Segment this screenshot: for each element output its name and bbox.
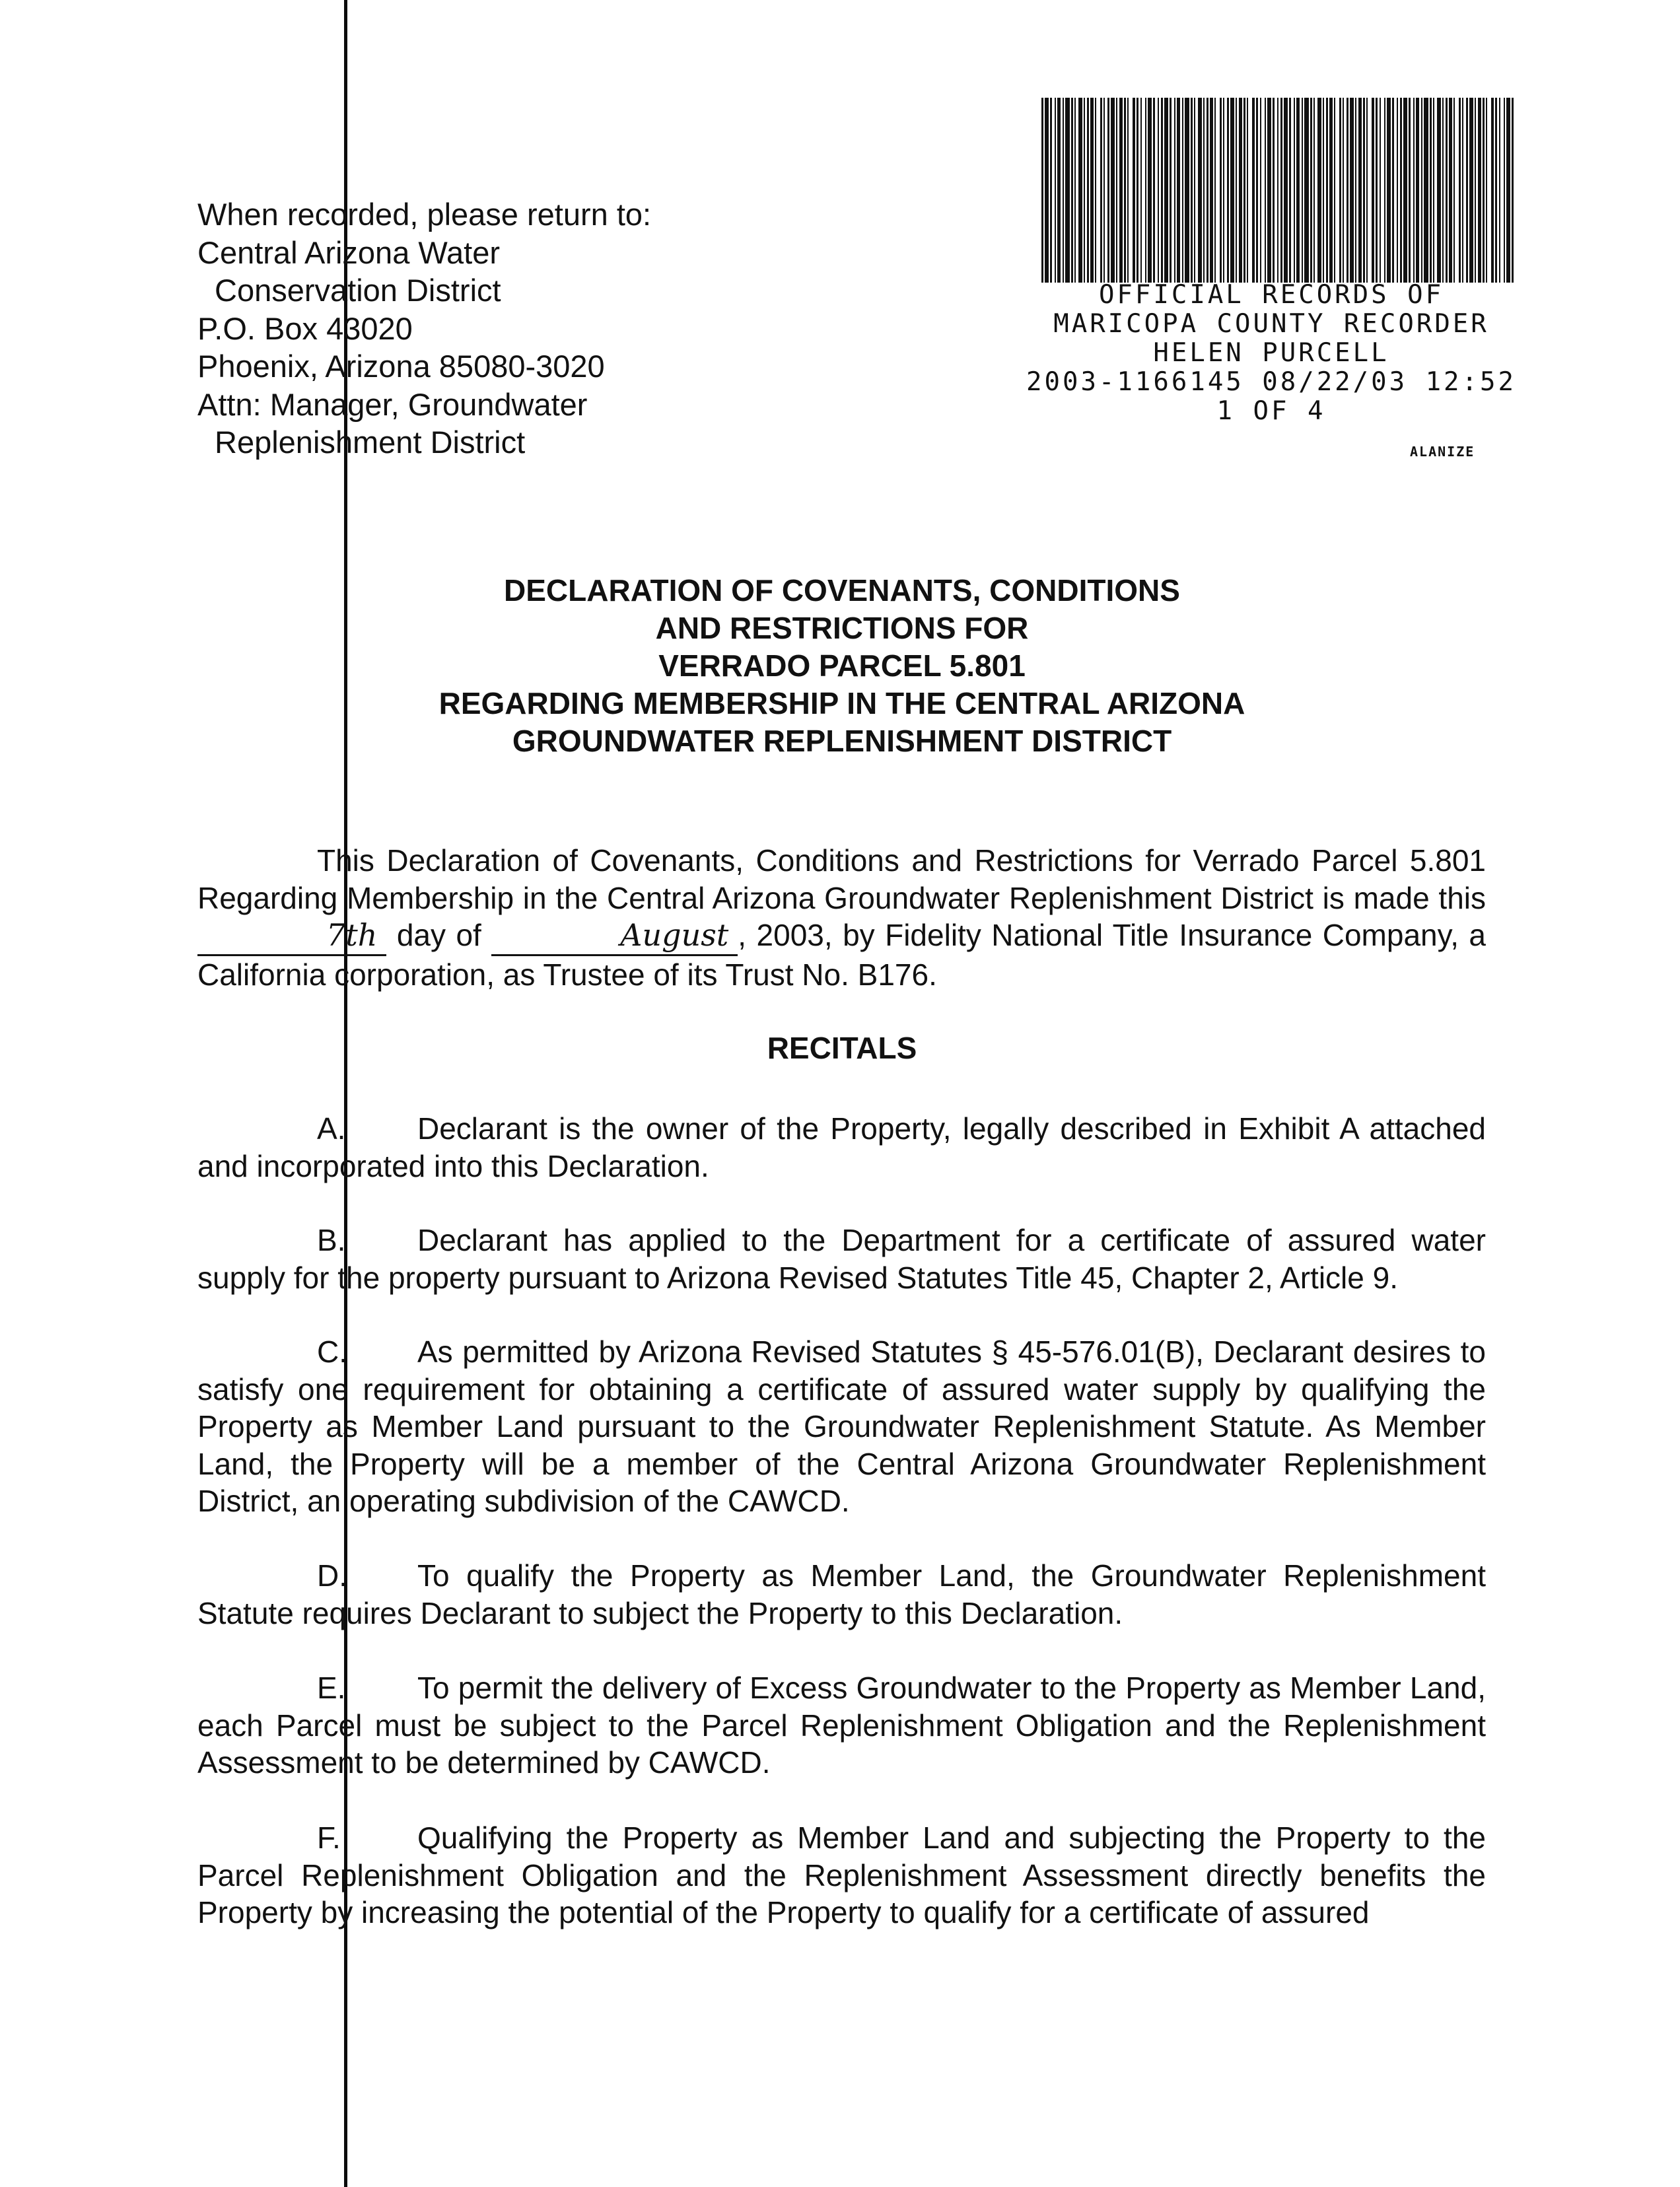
barcode-bar [1416, 98, 1419, 283]
barcode-bar [1350, 98, 1354, 283]
barcode-bar [1397, 98, 1398, 283]
recital-f [197, 1819, 1486, 1931]
intro-day-of: day of [396, 918, 481, 952]
recital-text: As permitted by Arizona Revised Statutes § 45-576.01(B), Declarant desires to satisfy one requirement for obtaining a certificate of assured water supply by qualifying the Property as Member Land pursuant to the Groundwater Replenishment Statute. As Member Land, the Property will be a member of the Central Arizona Groundwater Replenishment District, an operating subdivision of the CAWCD. [197, 1335, 1486, 1518]
handwritten-day: 7th [197, 917, 386, 956]
barcode-bar [1313, 98, 1315, 283]
barcode-bar [1304, 98, 1309, 283]
barcode-bar [1409, 98, 1411, 283]
barcode-bar [1133, 98, 1135, 283]
barcode-bar [1363, 98, 1365, 283]
barcode-bar [1182, 98, 1183, 283]
return-line: Conservation District [215, 273, 501, 308]
recital-b [197, 1222, 1486, 1296]
barcode-bar [1512, 98, 1514, 283]
document-title [198, 572, 1486, 760]
return-address-block [197, 195, 726, 462]
barcode-bar [1329, 98, 1333, 283]
barcode-bar [1486, 98, 1487, 283]
barcode-bar [1090, 98, 1094, 283]
barcode-bar [1273, 98, 1275, 283]
title-line: GROUNDWATER REPLENISHMENT DISTRICT [512, 724, 1172, 758]
barcode-bar [1343, 98, 1344, 283]
barcode-bar [1227, 98, 1229, 283]
barcode-bar [1366, 98, 1368, 283]
barcode-bar [1449, 98, 1452, 283]
recital-label: E. [317, 1671, 346, 1705]
barcode-bar [1078, 98, 1082, 283]
barcode-bar [1137, 98, 1138, 283]
stamp-clerk: ALANIZE [1410, 444, 1475, 460]
stamp-line: MARICOPA COUNTY RECORDER [1053, 309, 1489, 339]
barcode-bar [1174, 98, 1175, 283]
barcode-bar [1323, 98, 1324, 283]
barcode-bar [1071, 98, 1073, 283]
barcode-bar [1111, 98, 1115, 283]
barcode-bar [1376, 98, 1378, 283]
recitals-heading: RECITALS [767, 1031, 917, 1065]
barcode-bar [1203, 98, 1205, 283]
barcode-bar [1339, 98, 1341, 283]
barcode-bar [1355, 98, 1356, 283]
barcode-bar [1442, 98, 1444, 283]
recital-text: Qualifying the Property as Member Land and subjecting the Property to the Parcel Replenishment Obligation and the Replenishment Assessment directly benefits the Property by increasing the potential of the Property to qualify for a certificate of assured [197, 1821, 1486, 1929]
return-line: When recorded, please return to: [197, 197, 652, 232]
barcode-bar [1358, 98, 1362, 283]
barcode-bar [1158, 98, 1159, 283]
barcode-bar [1466, 98, 1468, 283]
barcode-bar [1191, 98, 1193, 283]
barcode-bar [1302, 98, 1303, 283]
barcode-bar [1289, 98, 1291, 283]
title-line: VERRADO PARCEL 5.801 [658, 648, 1026, 683]
barcode-bar [1252, 98, 1255, 283]
recorder-stamp [991, 281, 1552, 426]
barcode-bar [1198, 98, 1202, 283]
barcode-bar [1045, 98, 1049, 283]
barcode-bar [1491, 98, 1494, 283]
barcode-bar [1433, 98, 1434, 283]
barcode-bar [1504, 98, 1505, 283]
recital-label: D. [317, 1558, 347, 1593]
recital-a [197, 1110, 1486, 1185]
title-line: REGARDING MEMBERSHIP IN THE CENTRAL ARIZONA [438, 686, 1245, 720]
recital-c [197, 1333, 1486, 1520]
barcode-bar [1194, 98, 1195, 283]
barcode-bar [1317, 98, 1321, 283]
barcode-bar [1084, 98, 1085, 283]
barcode-bar [1107, 98, 1109, 283]
barcode-bar [1127, 98, 1129, 283]
return-line: Attn: Manager, Groundwater [197, 386, 588, 422]
barcode-bar [1247, 98, 1248, 283]
barcode-bar [1230, 98, 1234, 283]
barcode-bar [1372, 98, 1374, 283]
barcode-bar [1469, 98, 1473, 283]
recital-d [197, 1557, 1486, 1632]
barcode-bar [1483, 98, 1485, 283]
intro-paragraph [197, 842, 1486, 993]
barcode-bar [1478, 98, 1481, 283]
barcode-bar [1145, 98, 1146, 283]
barcode-bar [1326, 98, 1328, 283]
barcode-bar [1063, 98, 1064, 283]
barcode-bar [1256, 98, 1258, 283]
barcode-bar [1462, 98, 1463, 283]
recital-text: Declarant is the owner of the Property, legally described in Exhibit A attached and incorporated into this Declaration. [197, 1111, 1486, 1183]
barcode-bar [1177, 98, 1180, 283]
barcode-bar [1236, 98, 1237, 283]
barcode-bar [1495, 98, 1497, 283]
barcode-bar [1243, 98, 1245, 283]
barcode-bar [1220, 98, 1222, 283]
stamp-line: OFFICIAL RECORDS OF [1098, 280, 1444, 310]
barcode-bar [1065, 98, 1070, 283]
barcode-bar [1041, 98, 1043, 283]
recital-label: B. [317, 1223, 346, 1257]
barcode-bar [1384, 98, 1385, 283]
barcode-bar [1392, 98, 1394, 283]
barcode-bar [1153, 98, 1155, 283]
barcode-bar [1506, 98, 1510, 283]
barcode-bar [1239, 98, 1242, 283]
barcode-bar [1284, 98, 1288, 283]
title-line: AND RESTRICTIONS FOR [655, 611, 1029, 645]
stamp-line: 2003-1166145 08/22/03 12:52 [1026, 367, 1516, 397]
recital-text: To qualify the Property as Member Land, the Groundwater Replenishment Statute requires Declarant to subject the Property to this Declaration. [197, 1558, 1486, 1630]
handwritten-month: August [491, 917, 738, 956]
barcode-bar [1403, 98, 1407, 283]
barcode-bar [1347, 98, 1348, 283]
recital-label: A. [317, 1111, 346, 1146]
barcode-bar [1334, 98, 1335, 283]
barcode-bar [1148, 98, 1152, 283]
barcode-bar [1087, 98, 1089, 283]
recital-e [197, 1669, 1486, 1782]
barcode-bar [1100, 98, 1102, 283]
stamp-line: HELEN PURCELL [1153, 338, 1389, 368]
return-line: Central Arizona Water [197, 234, 500, 270]
barcode-bar [1119, 98, 1123, 283]
barcode-bar [1170, 98, 1172, 283]
barcode-bar [1210, 98, 1213, 283]
return-line: P.O. Box 43020 [197, 310, 413, 346]
barcode-bar [1214, 98, 1216, 283]
return-line: Replenishment District [215, 425, 526, 460]
barcode-bar [1424, 98, 1428, 283]
barcode-bar [1055, 98, 1056, 283]
return-line: Phoenix, Arizona 85080-3020 [197, 349, 605, 384]
recital-text: To permit the delivery of Excess Groundwater to the Property as Member Land, each Parcel must be subject to the Parcel Replenishment Obligation and the Replenishment Assessment to be determined by CAWCD. [197, 1671, 1486, 1780]
title-line: DECLARATION OF COVENANTS, CONDITIONS [504, 573, 1180, 608]
barcode-bar [1185, 98, 1189, 283]
barcode-bar [1459, 98, 1461, 283]
recital-text: Declarant has applied to the Department for a certificate of assured water supply for the property pursuant to Arizona Revised Statutes Title 45, Chapter 2, Article 9. [197, 1223, 1486, 1295]
barcode-bar [1207, 98, 1208, 283]
barcode-bar [1116, 98, 1117, 283]
barcode-image [1039, 98, 1521, 283]
barcode-bar [1380, 98, 1381, 283]
intro-text-end: , 2003, by Fidelity National Title Insurance Company, a California corporation, as Trustee of its Trust No. B176. [197, 918, 1487, 992]
barcode-bar [1310, 98, 1312, 283]
barcode-bar [1164, 98, 1168, 283]
barcode-bar [1103, 98, 1105, 283]
barcode-bar [1074, 98, 1076, 283]
barcode-bar [1223, 98, 1224, 283]
recital-label: C. [317, 1335, 347, 1369]
barcode-bar [1140, 98, 1142, 283]
barcode-bar [1277, 98, 1278, 283]
barcode-bar [1294, 98, 1295, 283]
barcode-bar [1400, 98, 1402, 283]
barcode-bar [1296, 98, 1300, 283]
barcode-bar [1050, 98, 1052, 283]
barcode-bar [1475, 98, 1476, 283]
barcode-bar [1124, 98, 1126, 283]
barcode-bar [1453, 98, 1455, 283]
barcode-bar [1161, 98, 1163, 283]
intro-text: This Declaration of Covenants, Conditions and Restrictions for Verrado Parcel 5.801 Regarding Membership in the Central Arizona Groundwater Replenishment District is made this [197, 843, 1486, 915]
barcode-bar [1446, 98, 1448, 283]
barcode-bar [1265, 98, 1266, 283]
barcode-bar [1413, 98, 1415, 283]
stamp-line: 1 OF 4 [1216, 396, 1326, 426]
recital-label: F. [317, 1821, 341, 1855]
barcode-bar [1057, 98, 1061, 283]
barcode-bar [1499, 98, 1500, 283]
barcode-bar [1387, 98, 1391, 283]
barcode-bar [1095, 98, 1096, 283]
barcode-bar [1267, 98, 1271, 283]
barcode-bar [1430, 98, 1432, 283]
barcode-bar [1421, 98, 1422, 283]
barcode-bar [1280, 98, 1282, 283]
barcode-bar [1260, 98, 1261, 283]
barcode-bar [1437, 98, 1441, 283]
